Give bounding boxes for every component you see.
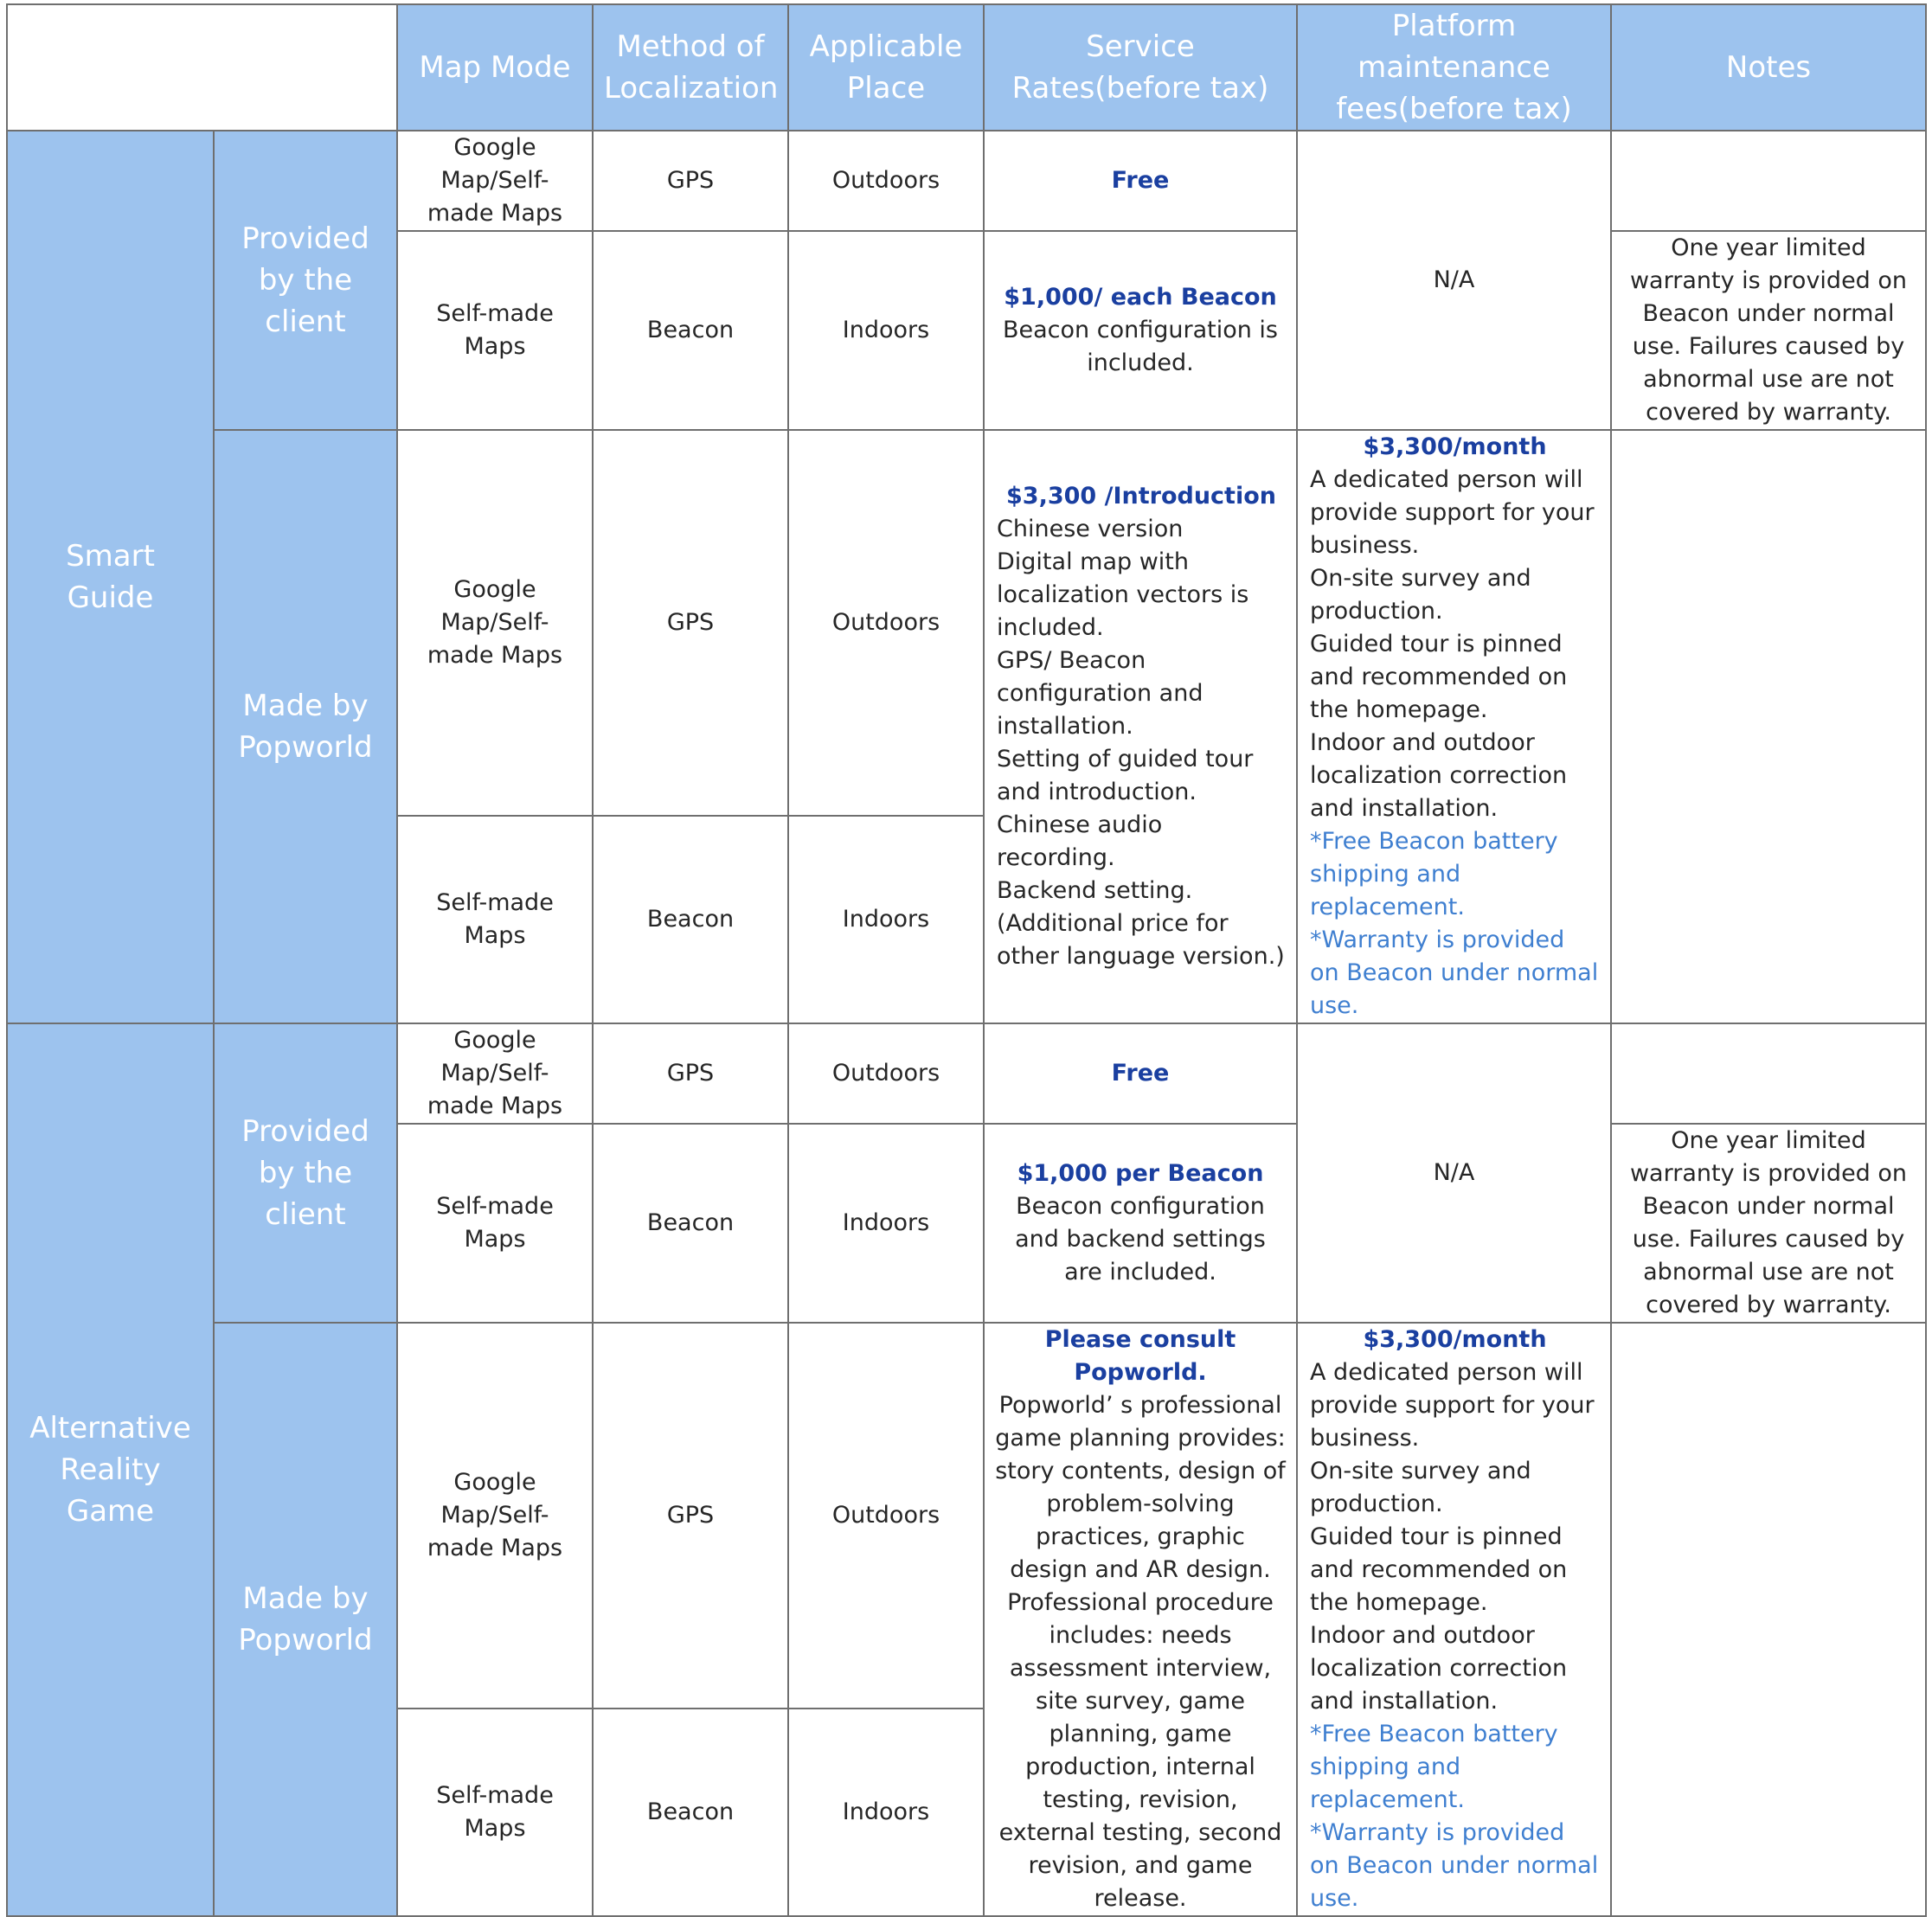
platform-line: Guided tour is pinned and recommended on the homepage. [1310,1523,1568,1616]
map-mode-cell: Self-made Maps [397,231,593,430]
category-smart-guide: Smart Guide [7,131,214,1023]
method-cell: GPS [593,131,788,231]
service-line: Setting of guided tour and introduction. [997,746,1254,805]
platform-fee-cell [1297,1323,1611,1916]
method-cell: GPS [593,1323,788,1709]
service-line: Popworld’ s professional game planning provides: story contents, design of problem-solving practices, graphic design and AR design. [995,1392,1286,1583]
platform-line: Guided tour is pinned and recommended on the homepage. [1310,631,1568,723]
service-price: $1,000/ each Beacon [1004,284,1277,311]
platform-fee-cell: N/A [1297,1023,1611,1323]
header-platform-fees: Platform maintenance fees(before tax) [1297,4,1611,131]
service-price: $1,000 per Beacon [1017,1160,1264,1187]
notes-cell-empty [1611,1023,1926,1124]
service-rate-cell [984,430,1297,1023]
category-alternative-reality-game: Alternative Reality Game [7,1023,214,1916]
platform-price: $3,300/month [1363,1326,1547,1353]
table-row [7,430,1926,816]
platform-line: Indoor and outdoor localization correction and installation. [1310,1622,1568,1715]
subcategory-provided-by-client: Provided by the client [214,131,397,430]
service-description: Beacon configuration is included. [1003,317,1278,376]
warranty-note: One year limited warranty is provided on Beacon under normal use. Failures caused by abnormal use are not covered by warranty. [1611,231,1926,430]
subcategory-made-by-popworld: Made by Popworld [214,430,397,1023]
service-line: (Additional price for other language version.) [997,910,1285,970]
notes-cell-empty [1611,430,1926,1023]
place-cell: Indoors [788,816,984,1023]
map-mode-cell: Self-made Maps [397,1124,593,1323]
subcategory-made-by-popworld: Made by Popworld [214,1323,397,1916]
header-service-rates: Service Rates(before tax) [984,4,1297,131]
service-price: Free [1111,167,1170,194]
map-mode-cell: Google Map/Self-made Maps [397,1023,593,1124]
subcategory-provided-by-client: Provided by the client [214,1023,397,1323]
notes-cell-empty [1611,131,1926,231]
service-description: Beacon configuration and backend settings are included. [1015,1193,1266,1285]
service-rate-cell [984,131,1297,231]
service-rate-cell [984,1323,1297,1916]
service-price: Please consult Popworld. [1044,1326,1236,1386]
platform-note: *Warranty is provided on Beacon under normal use. [1310,926,1599,1019]
platform-note: *Free Beacon battery shipping and replacement. [1310,828,1558,920]
service-line: Chinese version [997,516,1184,542]
platform-note: *Warranty is provided on Beacon under normal use. [1310,1819,1599,1912]
table-row [7,1023,1926,1124]
map-mode-cell: Self-made Maps [397,1709,593,1916]
platform-note: *Free Beacon battery shipping and replacement. [1310,1721,1558,1813]
header-place: Applicable Place [788,4,984,131]
map-mode-cell: Google Map/Self-made Maps [397,430,593,816]
header-map-mode: Map Mode [397,4,593,131]
notes-cell-empty [1611,1323,1926,1916]
map-mode-cell: Self-made Maps [397,816,593,1023]
platform-line: A dedicated person will provide support for your business. [1310,1359,1595,1452]
place-cell: Indoors [788,1709,984,1916]
platform-line: A dedicated person will provide support for your business. [1310,466,1595,559]
method-cell: Beacon [593,231,788,430]
platform-fee-cell [1297,430,1611,1023]
service-line: Digital map with localization vectors is included. [997,548,1249,641]
method-cell: Beacon [593,1709,788,1916]
method-cell: Beacon [593,816,788,1023]
service-line: Professional procedure includes: needs assessment interview, site survey, game planning, game production, internal testing, revision, external testing, second revision, and game release. [998,1589,1282,1912]
header-corner [7,4,397,131]
service-rate-cell [984,231,1297,430]
platform-line: On-site survey and production. [1310,565,1531,625]
service-line: Backend setting. [997,877,1193,904]
header-method: Method of Localization [593,4,788,131]
platform-fee-cell: N/A [1297,131,1611,430]
pricing-table [6,3,1927,1917]
place-cell: Outdoors [788,131,984,231]
warranty-note: One year limited warranty is provided on Beacon under normal use. Failures caused by abnormal use are not covered by warranty. [1611,1124,1926,1323]
service-price: $3,300 /Introduction [1006,483,1276,510]
place-cell: Outdoors [788,430,984,816]
place-cell: Outdoors [788,1023,984,1124]
platform-price: $3,300/month [1363,433,1547,460]
place-cell: Indoors [788,1124,984,1323]
platform-line: On-site survey and production. [1310,1458,1531,1517]
service-line: Chinese audio recording. [997,811,1163,871]
table-row [7,1323,1926,1709]
method-cell: GPS [593,430,788,816]
service-rate-cell [984,1023,1297,1124]
platform-line: Indoor and outdoor localization correction and installation. [1310,729,1568,822]
service-price: Free [1111,1060,1170,1087]
place-cell: Outdoors [788,1323,984,1709]
header-notes: Notes [1611,4,1926,131]
map-mode-cell: Google Map/Self-made Maps [397,131,593,231]
method-cell: GPS [593,1023,788,1124]
service-line: GPS/ Beacon configuration and installation. [997,647,1203,740]
service-rate-cell [984,1124,1297,1323]
place-cell: Indoors [788,231,984,430]
method-cell: Beacon [593,1124,788,1323]
table-row [7,131,1926,231]
header-row [7,4,1926,131]
map-mode-cell: Google Map/Self-made Maps [397,1323,593,1709]
